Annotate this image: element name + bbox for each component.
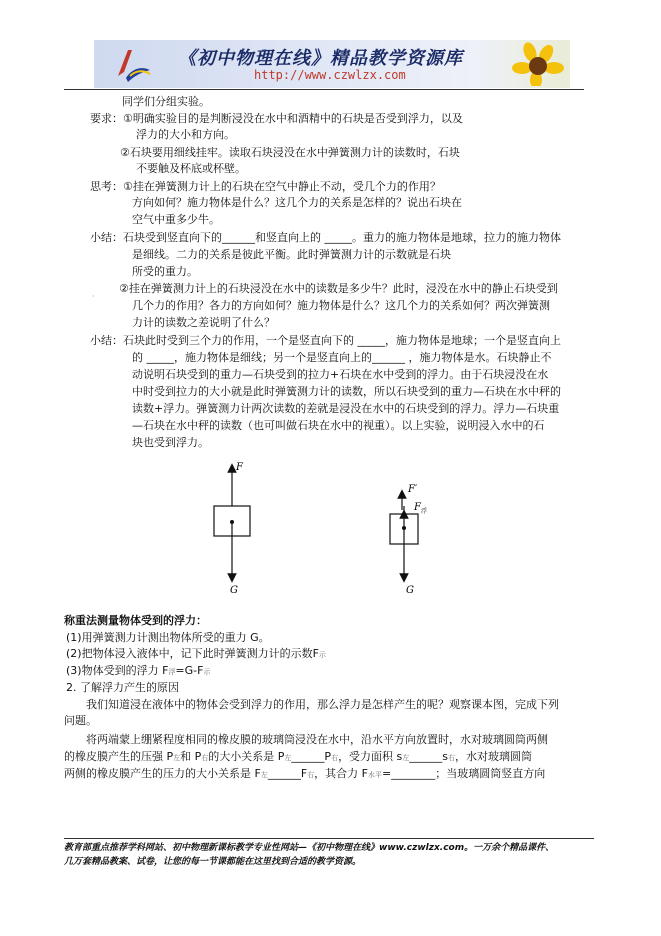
text-line: 是细线。二力的关系是彼此平衡。此时弹簧测力计的示数就是石块: [132, 248, 451, 261]
text-line: ②挂在弹簧测力计上的石块浸没在水中的读数是多少牛？此时，浸没在水中的静止石块受到: [119, 282, 558, 295]
diagram-right-block: [390, 484, 427, 596]
diagram-left-block: [214, 462, 250, 596]
header-banner: [94, 40, 570, 88]
banner-title: 《初中物理在线》精品教学资源库: [178, 48, 463, 69]
force-label-F: F: [236, 462, 243, 473]
sunflower-icon: [510, 42, 566, 86]
force-diagram: [178, 458, 478, 603]
text-line: 同学们分组实验。: [122, 95, 210, 108]
paragraph-line: 两侧的橡皮膜产生的压力的大小关系是 F左______F右，其合力 F水平=________；当玻璃圆筒竖直方向: [64, 767, 546, 780]
site-logo-icon: [112, 46, 152, 84]
text-line: 所受的重力。: [132, 265, 198, 278]
text-line: 方向如何？施力物体是什么？这几个力的关系是怎样的？说出石块在: [132, 196, 462, 209]
text-line: ②石块要用细线挂牢。读取石块浸没在水中弹簧测力计的读数时，石块: [120, 146, 460, 159]
header-rule: [64, 89, 584, 90]
paragraph-line: 的橡皮膜产生的压强 P左和 P右的大小关系是 P左______P右，受力面积 s左______s右，水对玻璃圆筒: [64, 750, 533, 763]
text-line: 中时受到拉力的大小就是此时弹簧测力计的读数，所以石块受到的重力—石块在水中秤的: [132, 385, 561, 398]
step-1: (1)用弹簧测力计测出物体所受的重力 G。: [66, 631, 270, 644]
banner-url[interactable]: http://www.czwlzx.com: [254, 68, 406, 82]
text-line: 力计的读数之差说明了什么？: [132, 316, 275, 329]
text-line: 要求：①明确实验目的是判断浸没在水中和酒精中的石块是否受到浮力，以及: [90, 112, 463, 125]
force-label-G-right: G: [406, 585, 414, 596]
force-label-F-buoyancy: F: [414, 502, 421, 513]
footer-rule: [64, 838, 594, 839]
force-label-F-prime: F′: [408, 484, 418, 495]
text-line: 读数+浮力。弹簧测力计两次读数的差就是浸没在水中的石块受到的浮力。浮力—石块重: [132, 402, 560, 415]
text-line: 的 _____，施力物体是细线；另一个是竖直向上的______ ，施力物体是水。石块静止不: [132, 351, 552, 364]
text-line: 块也受到浮力。: [132, 436, 209, 449]
text-line: 小结：石块此时受到三个力的作用，一个是竖直向下的 _____，施力物体是地球；一个是竖直向上: [90, 334, 561, 347]
force-label-G: G: [230, 585, 238, 596]
text-line: 动说明石块受到的重力—石块受到的拉力+石块在水中受到的浮力。由于石块浸没在水: [132, 368, 549, 381]
text-line: 小结：石块受到竖直向下的______和竖直向上的 _____。重力的施力物体是地球，拉力的施力物体: [90, 231, 561, 244]
paragraph-line: 我们知道浸在液体中的物体会受到浮力的作用，那么浮力是怎样产生的呢？观察课本图，完成下列: [86, 698, 559, 711]
footer-line: 几万套精品教案、试卷，让您的每一节课都能在这里找到合适的教学资源。: [64, 857, 362, 867]
text-line: 思考：①挂在弹簧测力计上的石块在空气中静止不动，受几个力的作用？: [90, 180, 441, 193]
text-line: 不要触及杯底或杯壁。: [136, 162, 246, 175]
text-line: 浮力的大小和方向。: [136, 128, 235, 141]
force-label-buoyancy-sub: 浮: [421, 508, 428, 515]
paragraph-line: 问题。: [64, 714, 97, 727]
text-line: —石块在水中秤的读数（也可叫做石块在水中的视重）。以上实验，说明浸入水中的石: [132, 419, 545, 432]
text-line: 空气中重多少牛。: [132, 213, 220, 226]
step-2: (2)把物体浸入液体中，记下此时弹簧测力计的示数F示: [66, 647, 326, 660]
item-2-heading: 2. 了解浮力产生的原因: [66, 681, 179, 694]
section-heading: 称重法测量物体受到的浮力：: [64, 614, 207, 627]
bullet-mark: ·: [92, 292, 95, 301]
paragraph-line: 将两端蒙上绷紧程度相同的橡皮膜的玻璃筒浸没在水中，沿水平方向放置时，水对玻璃圆筒两侧: [86, 733, 548, 746]
text-line: 几个力的作用？各力的方向如何？施力物体是什么？这几个力的关系如何？两次弹簧测: [132, 299, 550, 312]
footer-line: 教育部重点推荐学科网站、初中物理新课标教学专业性网站—《初中物理在线》www.czwlzx.com。一万余个精品课件、: [64, 843, 555, 853]
step-3: (3)物体受到的浮力 F浮=G-F示: [66, 664, 211, 677]
